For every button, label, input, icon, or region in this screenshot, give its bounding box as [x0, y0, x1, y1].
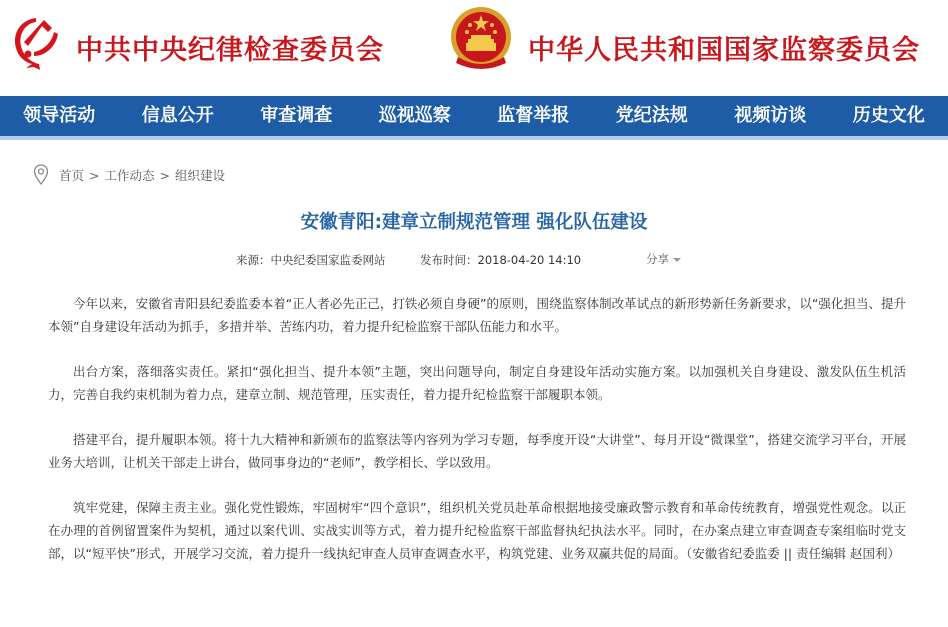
- article-paragraph: 搭建平台，提升履职本领。将十九大精神和新颁布的监察法等内容列为学习专题，每季度开设“大讲堂”、每月开设“微课堂”，搭建交流学习平台，开展业务大培训，让机关干部走上讲台，做同事身边的“老师”，教学相长、学以致用。: [48, 432, 906, 470]
- breadcrumb-work-news[interactable]: 工作动态: [104, 168, 155, 183]
- article-title: 安徽青阳:建章立制规范管理 强化队伍建设: [300, 212, 648, 233]
- article-publish-time: 发布时间：2018-04-20 14:10: [420, 253, 582, 267]
- nav-item-leadership[interactable]: 领导活动: [23, 105, 96, 126]
- article-body: [48, 292, 906, 587]
- article-meta: [0, 252, 948, 270]
- breadcrumb: [33, 163, 225, 187]
- nav-item-history[interactable]: 历史文化: [852, 105, 925, 126]
- nav-item-inspection[interactable]: 巡视巡察: [378, 105, 451, 126]
- share-dropdown[interactable]: [646, 251, 681, 267]
- breadcrumb-org-building[interactable]: 组织建设: [175, 168, 226, 183]
- nsc-title[interactable]: 中华人民共和国国家监察委员会: [528, 35, 920, 66]
- article-paragraph: 出台方案，落细落实责任。紧扣“强化担当、提升本领”主题，突出问题导向，制定自身建设年活动实施方案。以加强机关自身建设、激发队伍生机活力，完善自我约束机制为着力点，建章立制、规范管理，压实责任，着力提升纪检监察干部履职本领。: [48, 364, 906, 402]
- article-source: 来源：中央纪委国家监委网站: [236, 253, 386, 267]
- breadcrumb-separator: >: [89, 167, 100, 183]
- national-emblem-icon[interactable]: [448, 5, 514, 73]
- site-header: [0, 0, 948, 96]
- party-emblem-icon[interactable]: [6, 12, 64, 70]
- article-paragraph: 今年以来，安徽省青阳县纪委监委本着“正人者必先正己，打铁必须自身硬”的原则，围绕监察体制改革试点的新形势新任务新要求，以“强化担当、提升本领”自身建设年活动为抓手，多措并举、苦练内功，着力提升纪检监察干部队伍能力和水平。: [48, 296, 906, 334]
- location-pin-icon: [33, 164, 49, 186]
- share-label: 分享: [646, 252, 669, 266]
- main-nav: [0, 96, 948, 136]
- chevron-down-icon: [673, 258, 681, 262]
- nav-item-report[interactable]: 监督举报: [497, 105, 570, 126]
- nav-item-regulations[interactable]: 党纪法规: [615, 105, 688, 126]
- article-paragraph: 筑牢党建，保障主责主业。强化党性锻炼，牢固树牢“四个意识”，组织机关党员赴革命根据地接受廉政警示教育和革命传统教育，增强党性观念。以正在办理的首例留置案件为契机，通过以案代训、实战实训等方式，着力提升纪检监察干部监督执纪执法水平。同时，在办案点建立审查调查专案组临时党支部，以“短平快”形式，开展学习交流，着力提升一线执纪审查人员审查调查水平，构筑党建、业务双赢共促的局面。（安徽省纪委监委 || 责任编辑 赵国利）: [48, 500, 906, 561]
- breadcrumb-separator: >: [159, 167, 170, 183]
- nav-item-video[interactable]: 视频访谈: [734, 105, 807, 126]
- cpc-ccdi-title[interactable]: 中共中央纪律检查委员会: [76, 35, 384, 66]
- nav-item-investigation[interactable]: 审查调查: [260, 105, 333, 126]
- nav-divider: [0, 136, 948, 140]
- breadcrumb-home[interactable]: 首页: [59, 168, 85, 183]
- nav-item-info[interactable]: 信息公开: [141, 105, 214, 126]
